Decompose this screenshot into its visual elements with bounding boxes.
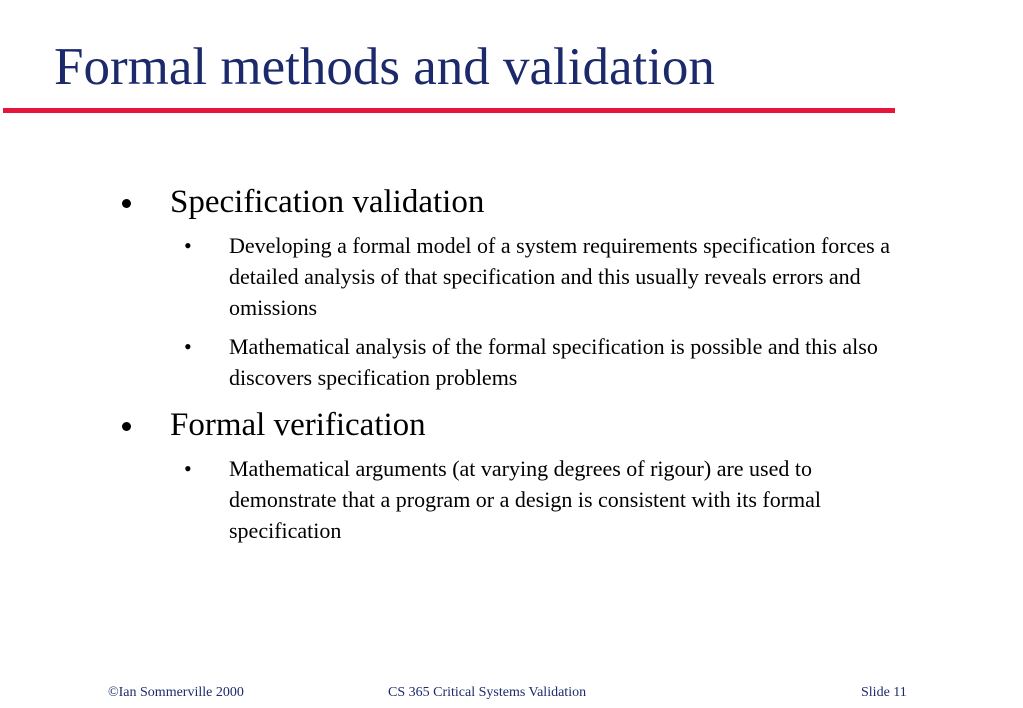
footer-slide-number: Slide 11	[861, 685, 907, 700]
round-bullet-icon	[122, 199, 131, 208]
sub-bullet-text: Mathematical analysis of the formal specification is possible and this also discovers specification problems	[229, 334, 878, 390]
bullet-heading: Formal verification	[170, 407, 426, 443]
bullet-heading: Specification validation	[170, 184, 485, 220]
sub-bullet-text: Mathematical arguments (at varying degrees of rigour) are used to demonstrate that a program or a design is consistent with its formal specification	[229, 456, 822, 543]
round-bullet-icon	[122, 422, 131, 431]
title-divider	[3, 108, 895, 113]
footer-copyright: ©Ian Sommerville 2000	[108, 685, 244, 700]
bullet-specification-validation	[170, 184, 484, 220]
sub-bullet-text: Developing a formal model of a system requirements specification forces a detailed analysis of that specification and this usually reveals errors and omissions	[229, 233, 890, 320]
dot-bullet-icon: •	[184, 233, 192, 258]
footer-course-title: CS 365 Critical Systems Validation	[388, 685, 587, 700]
bullet-formal-verification	[170, 407, 426, 443]
dot-bullet-icon: •	[184, 456, 192, 481]
sub-bullet-mathematical-arguments	[184, 453, 909, 546]
sub-bullet-mathematical-analysis	[184, 331, 909, 393]
sub-bullet-formal-model	[184, 230, 909, 323]
slide-title: Formal methods and validation	[54, 38, 715, 96]
dot-bullet-icon: •	[184, 334, 192, 359]
